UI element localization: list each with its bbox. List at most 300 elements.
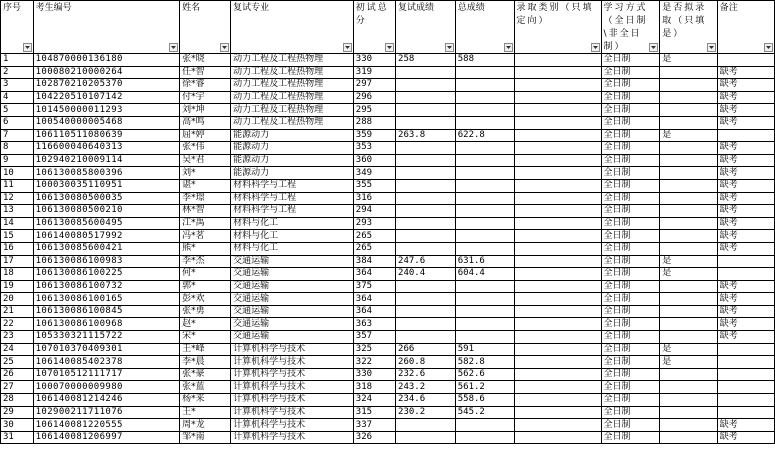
major-cell[interactable]: 材料科学与工程 — [231, 179, 354, 192]
study-mode-cell[interactable]: 全日制 — [601, 179, 660, 192]
remark-cell[interactable]: 缺考 — [717, 66, 774, 79]
name-cell[interactable]: 李*晨 — [180, 356, 231, 369]
admit-type-cell[interactable] — [514, 293, 601, 306]
initial-score-cell[interactable]: 265 — [353, 242, 395, 255]
major-cell[interactable]: 动力工程及工程热物理 — [231, 116, 354, 129]
seq-cell[interactable]: 20 — [1, 293, 34, 306]
admitted-cell[interactable] — [660, 431, 717, 444]
name-cell[interactable]: 林*智 — [180, 205, 231, 218]
seq-cell[interactable]: 21 — [1, 305, 34, 318]
retest-score-cell[interactable]: 258 — [396, 54, 456, 67]
remark-cell[interactable] — [717, 368, 774, 381]
name-cell[interactable]: 彭*欢 — [180, 293, 231, 306]
seq-cell[interactable]: 30 — [1, 419, 34, 432]
admit-type-cell[interactable] — [514, 406, 601, 419]
study-mode-cell[interactable]: 全日制 — [601, 192, 660, 205]
retest-score-cell[interactable] — [396, 242, 456, 255]
seq-cell[interactable]: 16 — [1, 242, 34, 255]
filter-admitted-button[interactable] — [707, 43, 716, 52]
exam-id-cell[interactable]: 106130086100732 — [33, 280, 179, 293]
study-mode-cell[interactable]: 全日制 — [601, 406, 660, 419]
remark-cell[interactable]: 缺考 — [717, 179, 774, 192]
major-cell[interactable]: 材料科学与工程 — [231, 205, 354, 218]
exam-id-cell[interactable]: 102940210009114 — [33, 154, 179, 167]
retest-score-cell[interactable]: 247.6 — [396, 255, 456, 268]
seq-cell[interactable]: 2 — [1, 66, 34, 79]
retest-score-cell[interactable] — [396, 66, 456, 79]
retest-score-cell[interactable] — [396, 205, 456, 218]
study-mode-cell[interactable]: 全日制 — [601, 129, 660, 142]
admit-type-cell[interactable] — [514, 129, 601, 142]
admitted-cell[interactable] — [660, 91, 717, 104]
remark-cell[interactable]: 缺考 — [717, 318, 774, 331]
seq-cell[interactable]: 8 — [1, 142, 34, 155]
admit-type-cell[interactable] — [514, 179, 601, 192]
exam-id-cell[interactable]: 106140085402378 — [33, 356, 179, 369]
name-cell[interactable]: 吴*君 — [180, 154, 231, 167]
total-score-cell[interactable]: 545.2 — [455, 406, 514, 419]
major-cell[interactable]: 计算机科学与技术 — [231, 431, 354, 444]
initial-score-cell[interactable]: 357 — [353, 331, 395, 344]
exam-id-cell[interactable]: 106140081206997 — [33, 431, 179, 444]
name-cell[interactable]: 周*龙 — [180, 419, 231, 432]
study-mode-cell[interactable]: 全日制 — [601, 255, 660, 268]
remark-cell[interactable]: 缺考 — [717, 91, 774, 104]
admitted-cell[interactable] — [660, 242, 717, 255]
exam-id-cell[interactable]: 100070000009980 — [33, 381, 179, 394]
seq-cell[interactable]: 6 — [1, 116, 34, 129]
initial-score-cell[interactable]: 364 — [353, 293, 395, 306]
exam-id-cell[interactable]: 102870210205370 — [33, 79, 179, 92]
remark-cell[interactable]: 缺考 — [717, 154, 774, 167]
retest-score-cell[interactable]: 234.6 — [396, 394, 456, 407]
retest-score-cell[interactable] — [396, 293, 456, 306]
exam-id-cell[interactable]: 104870000136180 — [33, 54, 179, 67]
remark-cell[interactable]: 缺考 — [717, 192, 774, 205]
major-cell[interactable]: 交通运输 — [231, 305, 354, 318]
name-cell[interactable]: 王*峰 — [180, 343, 231, 356]
exam-id-cell[interactable]: 106130086100845 — [33, 305, 179, 318]
admitted-cell[interactable] — [660, 205, 717, 218]
admitted-cell[interactable] — [660, 293, 717, 306]
initial-score-cell[interactable]: 353 — [353, 142, 395, 155]
study-mode-cell[interactable]: 全日制 — [601, 205, 660, 218]
name-cell[interactable]: 刘*坤 — [180, 104, 231, 117]
initial-score-cell[interactable]: 375 — [353, 280, 395, 293]
name-cell[interactable]: 徐*睿 — [180, 79, 231, 92]
name-cell[interactable]: 任*智 — [180, 66, 231, 79]
initial-score-cell[interactable]: 322 — [353, 356, 395, 369]
exam-id-cell[interactable]: 106130086100983 — [33, 255, 179, 268]
remark-cell[interactable]: 缺考 — [717, 293, 774, 306]
retest-score-cell[interactable] — [396, 217, 456, 230]
initial-score-cell[interactable]: 324 — [353, 394, 395, 407]
initial-score-cell[interactable]: 360 — [353, 154, 395, 167]
name-cell[interactable]: 熊* — [180, 242, 231, 255]
study-mode-cell[interactable]: 全日制 — [601, 217, 660, 230]
study-mode-cell[interactable]: 全日制 — [601, 356, 660, 369]
admit-type-cell[interactable] — [514, 54, 601, 67]
retest-score-cell[interactable] — [396, 91, 456, 104]
exam-id-cell[interactable]: 107010512111717 — [33, 368, 179, 381]
major-cell[interactable]: 能源动力 — [231, 167, 354, 180]
exam-id-cell[interactable]: 106140081214246 — [33, 394, 179, 407]
retest-score-cell[interactable] — [396, 230, 456, 243]
name-cell[interactable]: 郭* — [180, 280, 231, 293]
study-mode-cell[interactable]: 全日制 — [601, 368, 660, 381]
major-cell[interactable]: 动力工程及工程热物理 — [231, 54, 354, 67]
admit-type-cell[interactable] — [514, 79, 601, 92]
total-score-cell[interactable] — [455, 230, 514, 243]
remark-cell[interactable] — [717, 356, 774, 369]
admitted-cell[interactable] — [660, 406, 717, 419]
exam-id-cell[interactable]: 106130080500210 — [33, 205, 179, 218]
remark-cell[interactable] — [717, 54, 774, 67]
total-score-cell[interactable]: 561.2 — [455, 381, 514, 394]
remark-cell[interactable]: 缺考 — [717, 205, 774, 218]
total-score-cell[interactable] — [455, 104, 514, 117]
retest-score-cell[interactable] — [396, 305, 456, 318]
total-score-cell[interactable] — [455, 431, 514, 444]
initial-score-cell[interactable]: 325 — [353, 343, 395, 356]
admitted-cell[interactable] — [660, 318, 717, 331]
initial-score-cell[interactable]: 288 — [353, 116, 395, 129]
seq-cell[interactable]: 10 — [1, 167, 34, 180]
total-score-cell[interactable]: 558.6 — [455, 394, 514, 407]
admitted-cell[interactable] — [660, 368, 717, 381]
initial-score-cell[interactable]: 315 — [353, 406, 395, 419]
exam-id-cell[interactable]: 100030035110951 — [33, 179, 179, 192]
initial-score-cell[interactable]: 316 — [353, 192, 395, 205]
initial-score-cell[interactable]: 318 — [353, 381, 395, 394]
seq-cell[interactable]: 4 — [1, 91, 34, 104]
study-mode-cell[interactable]: 全日制 — [601, 242, 660, 255]
admit-type-cell[interactable] — [514, 217, 601, 230]
admitted-cell[interactable] — [660, 305, 717, 318]
exam-id-cell[interactable]: 106130086100968 — [33, 318, 179, 331]
retest-score-cell[interactable]: 232.6 — [396, 368, 456, 381]
initial-score-cell[interactable]: 326 — [353, 431, 395, 444]
initial-score-cell[interactable]: 364 — [353, 268, 395, 281]
exam-id-cell[interactable]: 104220510107142 — [33, 91, 179, 104]
admit-type-cell[interactable] — [514, 142, 601, 155]
name-cell[interactable]: 赵* — [180, 318, 231, 331]
name-cell[interactable]: 张*豪 — [180, 368, 231, 381]
retest-score-cell[interactable] — [396, 431, 456, 444]
exam-id-cell[interactable]: 106130085600421 — [33, 242, 179, 255]
seq-cell[interactable]: 24 — [1, 343, 34, 356]
major-cell[interactable]: 交通运输 — [231, 318, 354, 331]
exam-id-cell[interactable]: 106130086100225 — [33, 268, 179, 281]
initial-score-cell[interactable]: 319 — [353, 66, 395, 79]
seq-cell[interactable]: 3 — [1, 79, 34, 92]
study-mode-cell[interactable]: 全日制 — [601, 318, 660, 331]
seq-cell[interactable]: 23 — [1, 331, 34, 344]
name-cell[interactable]: 张*勇 — [180, 305, 231, 318]
study-mode-cell[interactable]: 全日制 — [601, 431, 660, 444]
study-mode-cell[interactable]: 全日制 — [601, 142, 660, 155]
total-score-cell[interactable] — [455, 192, 514, 205]
admitted-cell[interactable] — [660, 66, 717, 79]
remark-cell[interactable]: 缺考 — [717, 419, 774, 432]
filter-exam-id-button[interactable] — [169, 43, 178, 52]
admit-type-cell[interactable] — [514, 104, 601, 117]
seq-cell[interactable]: 11 — [1, 179, 34, 192]
admit-type-cell[interactable] — [514, 343, 601, 356]
initial-score-cell[interactable]: 294 — [353, 205, 395, 218]
initial-score-cell[interactable]: 384 — [353, 255, 395, 268]
exam-id-cell[interactable]: 106130085800396 — [33, 167, 179, 180]
study-mode-cell[interactable]: 全日制 — [601, 305, 660, 318]
name-cell[interactable]: 屈*婷 — [180, 129, 231, 142]
study-mode-cell[interactable]: 全日制 — [601, 293, 660, 306]
study-mode-cell[interactable]: 全日制 — [601, 230, 660, 243]
total-score-cell[interactable] — [455, 154, 514, 167]
admit-type-cell[interactable] — [514, 368, 601, 381]
initial-score-cell[interactable]: 349 — [353, 167, 395, 180]
study-mode-cell[interactable]: 全日制 — [601, 280, 660, 293]
name-cell[interactable]: 宋* — [180, 331, 231, 344]
retest-score-cell[interactable] — [396, 318, 456, 331]
retest-score-cell[interactable]: 266 — [396, 343, 456, 356]
admit-type-cell[interactable] — [514, 167, 601, 180]
major-cell[interactable]: 计算机科学与技术 — [231, 419, 354, 432]
admitted-cell[interactable] — [660, 230, 717, 243]
total-score-cell[interactable] — [455, 217, 514, 230]
initial-score-cell[interactable]: 363 — [353, 318, 395, 331]
study-mode-cell[interactable]: 全日制 — [601, 79, 660, 92]
major-cell[interactable]: 动力工程及工程热物理 — [231, 66, 354, 79]
admitted-cell[interactable] — [660, 394, 717, 407]
study-mode-cell[interactable]: 全日制 — [601, 343, 660, 356]
admit-type-cell[interactable] — [514, 205, 601, 218]
study-mode-cell[interactable]: 全日制 — [601, 381, 660, 394]
retest-score-cell[interactable] — [396, 116, 456, 129]
remark-cell[interactable]: 缺考 — [717, 280, 774, 293]
major-cell[interactable]: 计算机科学与技术 — [231, 394, 354, 407]
major-cell[interactable]: 交通运输 — [231, 293, 354, 306]
admit-type-cell[interactable] — [514, 305, 601, 318]
total-score-cell[interactable] — [455, 179, 514, 192]
filter-initial-button[interactable] — [385, 43, 394, 52]
filter-retest-button[interactable] — [445, 43, 454, 52]
admit-type-cell[interactable] — [514, 192, 601, 205]
major-cell[interactable]: 材料与化工 — [231, 230, 354, 243]
exam-id-cell[interactable]: 100540000005468 — [33, 116, 179, 129]
total-score-cell[interactable] — [455, 318, 514, 331]
major-cell[interactable]: 动力工程及工程热物理 — [231, 79, 354, 92]
study-mode-cell[interactable]: 全日制 — [601, 167, 660, 180]
major-cell[interactable]: 动力工程及工程热物理 — [231, 104, 354, 117]
seq-cell[interactable]: 31 — [1, 431, 34, 444]
admitted-cell[interactable] — [660, 280, 717, 293]
total-score-cell[interactable]: 591 — [455, 343, 514, 356]
filter-name-button[interactable] — [220, 43, 229, 52]
major-cell[interactable]: 交通运输 — [231, 268, 354, 281]
total-score-cell[interactable] — [455, 280, 514, 293]
study-mode-cell[interactable]: 全日制 — [601, 268, 660, 281]
admit-type-cell[interactable] — [514, 280, 601, 293]
remark-cell[interactable]: 缺考 — [717, 331, 774, 344]
initial-score-cell[interactable]: 330 — [353, 368, 395, 381]
total-score-cell[interactable]: 604.4 — [455, 268, 514, 281]
remark-cell[interactable]: 缺考 — [717, 142, 774, 155]
seq-cell[interactable]: 28 — [1, 394, 34, 407]
name-cell[interactable]: 张*晓 — [180, 54, 231, 67]
retest-score-cell[interactable] — [396, 142, 456, 155]
total-score-cell[interactable]: 562.6 — [455, 368, 514, 381]
admit-type-cell[interactable] — [514, 91, 601, 104]
admit-type-cell[interactable] — [514, 242, 601, 255]
study-mode-cell[interactable]: 全日制 — [601, 154, 660, 167]
study-mode-cell[interactable]: 全日制 — [601, 419, 660, 432]
retest-score-cell[interactable] — [396, 179, 456, 192]
remark-cell[interactable]: 缺考 — [717, 79, 774, 92]
exam-id-cell[interactable]: 107010370409301 — [33, 343, 179, 356]
seq-cell[interactable]: 17 — [1, 255, 34, 268]
admit-type-cell[interactable] — [514, 255, 601, 268]
admitted-cell[interactable] — [660, 192, 717, 205]
filter-major-button[interactable] — [343, 43, 352, 52]
admitted-cell[interactable] — [660, 167, 717, 180]
admit-type-cell[interactable] — [514, 66, 601, 79]
admit-type-cell[interactable] — [514, 116, 601, 129]
total-score-cell[interactable] — [455, 205, 514, 218]
major-cell[interactable]: 计算机科学与技术 — [231, 406, 354, 419]
name-cell[interactable]: 付*宇 — [180, 91, 231, 104]
name-cell[interactable]: 高*鸣 — [180, 116, 231, 129]
name-cell[interactable]: 李*璟 — [180, 192, 231, 205]
retest-score-cell[interactable]: 263.8 — [396, 129, 456, 142]
admitted-cell[interactable]: 是 — [660, 268, 717, 281]
admitted-cell[interactable] — [660, 419, 717, 432]
seq-cell[interactable]: 15 — [1, 230, 34, 243]
study-mode-cell[interactable]: 全日制 — [601, 104, 660, 117]
exam-id-cell[interactable]: 102900211711076 — [33, 406, 179, 419]
total-score-cell[interactable] — [455, 305, 514, 318]
total-score-cell[interactable] — [455, 79, 514, 92]
total-score-cell[interactable] — [455, 419, 514, 432]
total-score-cell[interactable]: 582.8 — [455, 356, 514, 369]
exam-id-cell[interactable]: 106130080500035 — [33, 192, 179, 205]
admitted-cell[interactable]: 是 — [660, 343, 717, 356]
remark-cell[interactable] — [717, 343, 774, 356]
remark-cell[interactable]: 缺考 — [717, 217, 774, 230]
admitted-cell[interactable] — [660, 142, 717, 155]
admit-type-cell[interactable] — [514, 230, 601, 243]
total-score-cell[interactable]: 631.6 — [455, 255, 514, 268]
major-cell[interactable]: 计算机科学与技术 — [231, 343, 354, 356]
admit-type-cell[interactable] — [514, 381, 601, 394]
initial-score-cell[interactable]: 297 — [353, 79, 395, 92]
total-score-cell[interactable] — [455, 167, 514, 180]
remark-cell[interactable]: 缺考 — [717, 104, 774, 117]
name-cell[interactable]: 何* — [180, 268, 231, 281]
major-cell[interactable]: 交通运输 — [231, 280, 354, 293]
name-cell[interactable]: 江*禹 — [180, 217, 231, 230]
name-cell[interactable]: 杨*来 — [180, 394, 231, 407]
total-score-cell[interactable] — [455, 116, 514, 129]
total-score-cell[interactable] — [455, 331, 514, 344]
admitted-cell[interactable] — [660, 331, 717, 344]
exam-id-cell[interactable]: 106110511080639 — [33, 129, 179, 142]
retest-score-cell[interactable]: 243.2 — [396, 381, 456, 394]
remark-cell[interactable] — [717, 394, 774, 407]
seq-cell[interactable]: 29 — [1, 406, 34, 419]
seq-cell[interactable]: 19 — [1, 280, 34, 293]
total-score-cell[interactable]: 622.8 — [455, 129, 514, 142]
exam-id-cell[interactable]: 106140081220555 — [33, 419, 179, 432]
retest-score-cell[interactable]: 260.8 — [396, 356, 456, 369]
seq-cell[interactable]: 26 — [1, 368, 34, 381]
filter-seq-button[interactable] — [23, 43, 32, 52]
remark-cell[interactable] — [717, 406, 774, 419]
remark-cell[interactable] — [717, 255, 774, 268]
admit-type-cell[interactable] — [514, 431, 601, 444]
major-cell[interactable]: 交通运输 — [231, 255, 354, 268]
major-cell[interactable]: 计算机科学与技术 — [231, 381, 354, 394]
seq-cell[interactable]: 7 — [1, 129, 34, 142]
study-mode-cell[interactable]: 全日制 — [601, 116, 660, 129]
name-cell[interactable]: 邹*南 — [180, 431, 231, 444]
seq-cell[interactable]: 13 — [1, 205, 34, 218]
exam-id-cell[interactable]: 101450000011293 — [33, 104, 179, 117]
remark-cell[interactable]: 缺考 — [717, 305, 774, 318]
admit-type-cell[interactable] — [514, 331, 601, 344]
initial-score-cell[interactable]: 359 — [353, 129, 395, 142]
major-cell[interactable]: 计算机科学与技术 — [231, 356, 354, 369]
admitted-cell[interactable] — [660, 217, 717, 230]
admit-type-cell[interactable] — [514, 154, 601, 167]
study-mode-cell[interactable]: 全日制 — [601, 91, 660, 104]
major-cell[interactable]: 能源动力 — [231, 129, 354, 142]
retest-score-cell[interactable]: 230.2 — [396, 406, 456, 419]
major-cell[interactable]: 交通运输 — [231, 331, 354, 344]
exam-id-cell[interactable]: 106130085600495 — [33, 217, 179, 230]
study-mode-cell[interactable]: 全日制 — [601, 66, 660, 79]
seq-cell[interactable]: 25 — [1, 356, 34, 369]
study-mode-cell[interactable]: 全日制 — [601, 54, 660, 67]
admit-type-cell[interactable] — [514, 268, 601, 281]
admitted-cell[interactable] — [660, 104, 717, 117]
exam-id-cell[interactable]: 116600040640313 — [33, 142, 179, 155]
admitted-cell[interactable] — [660, 179, 717, 192]
retest-score-cell[interactable] — [396, 154, 456, 167]
filter-admit-type-button[interactable] — [591, 43, 600, 52]
filter-study-mode-button[interactable] — [649, 43, 658, 52]
admitted-cell[interactable]: 是 — [660, 54, 717, 67]
remark-cell[interactable]: 缺考 — [717, 431, 774, 444]
total-score-cell[interactable]: 588 — [455, 54, 514, 67]
remark-cell[interactable]: 缺考 — [717, 116, 774, 129]
exam-id-cell[interactable]: 106130086100165 — [33, 293, 179, 306]
major-cell[interactable]: 能源动力 — [231, 142, 354, 155]
seq-cell[interactable]: 12 — [1, 192, 34, 205]
remark-cell[interactable]: 缺考 — [717, 242, 774, 255]
total-score-cell[interactable] — [455, 66, 514, 79]
major-cell[interactable]: 材料科学与工程 — [231, 192, 354, 205]
seq-cell[interactable]: 18 — [1, 268, 34, 281]
admitted-cell[interactable]: 是 — [660, 356, 717, 369]
name-cell[interactable]: 刘* — [180, 167, 231, 180]
admitted-cell[interactable] — [660, 116, 717, 129]
name-cell[interactable]: 冯*茗 — [180, 230, 231, 243]
admit-type-cell[interactable] — [514, 419, 601, 432]
name-cell[interactable]: 王* — [180, 406, 231, 419]
exam-id-cell[interactable]: 106140080517992 — [33, 230, 179, 243]
retest-score-cell[interactable] — [396, 192, 456, 205]
total-score-cell[interactable] — [455, 142, 514, 155]
